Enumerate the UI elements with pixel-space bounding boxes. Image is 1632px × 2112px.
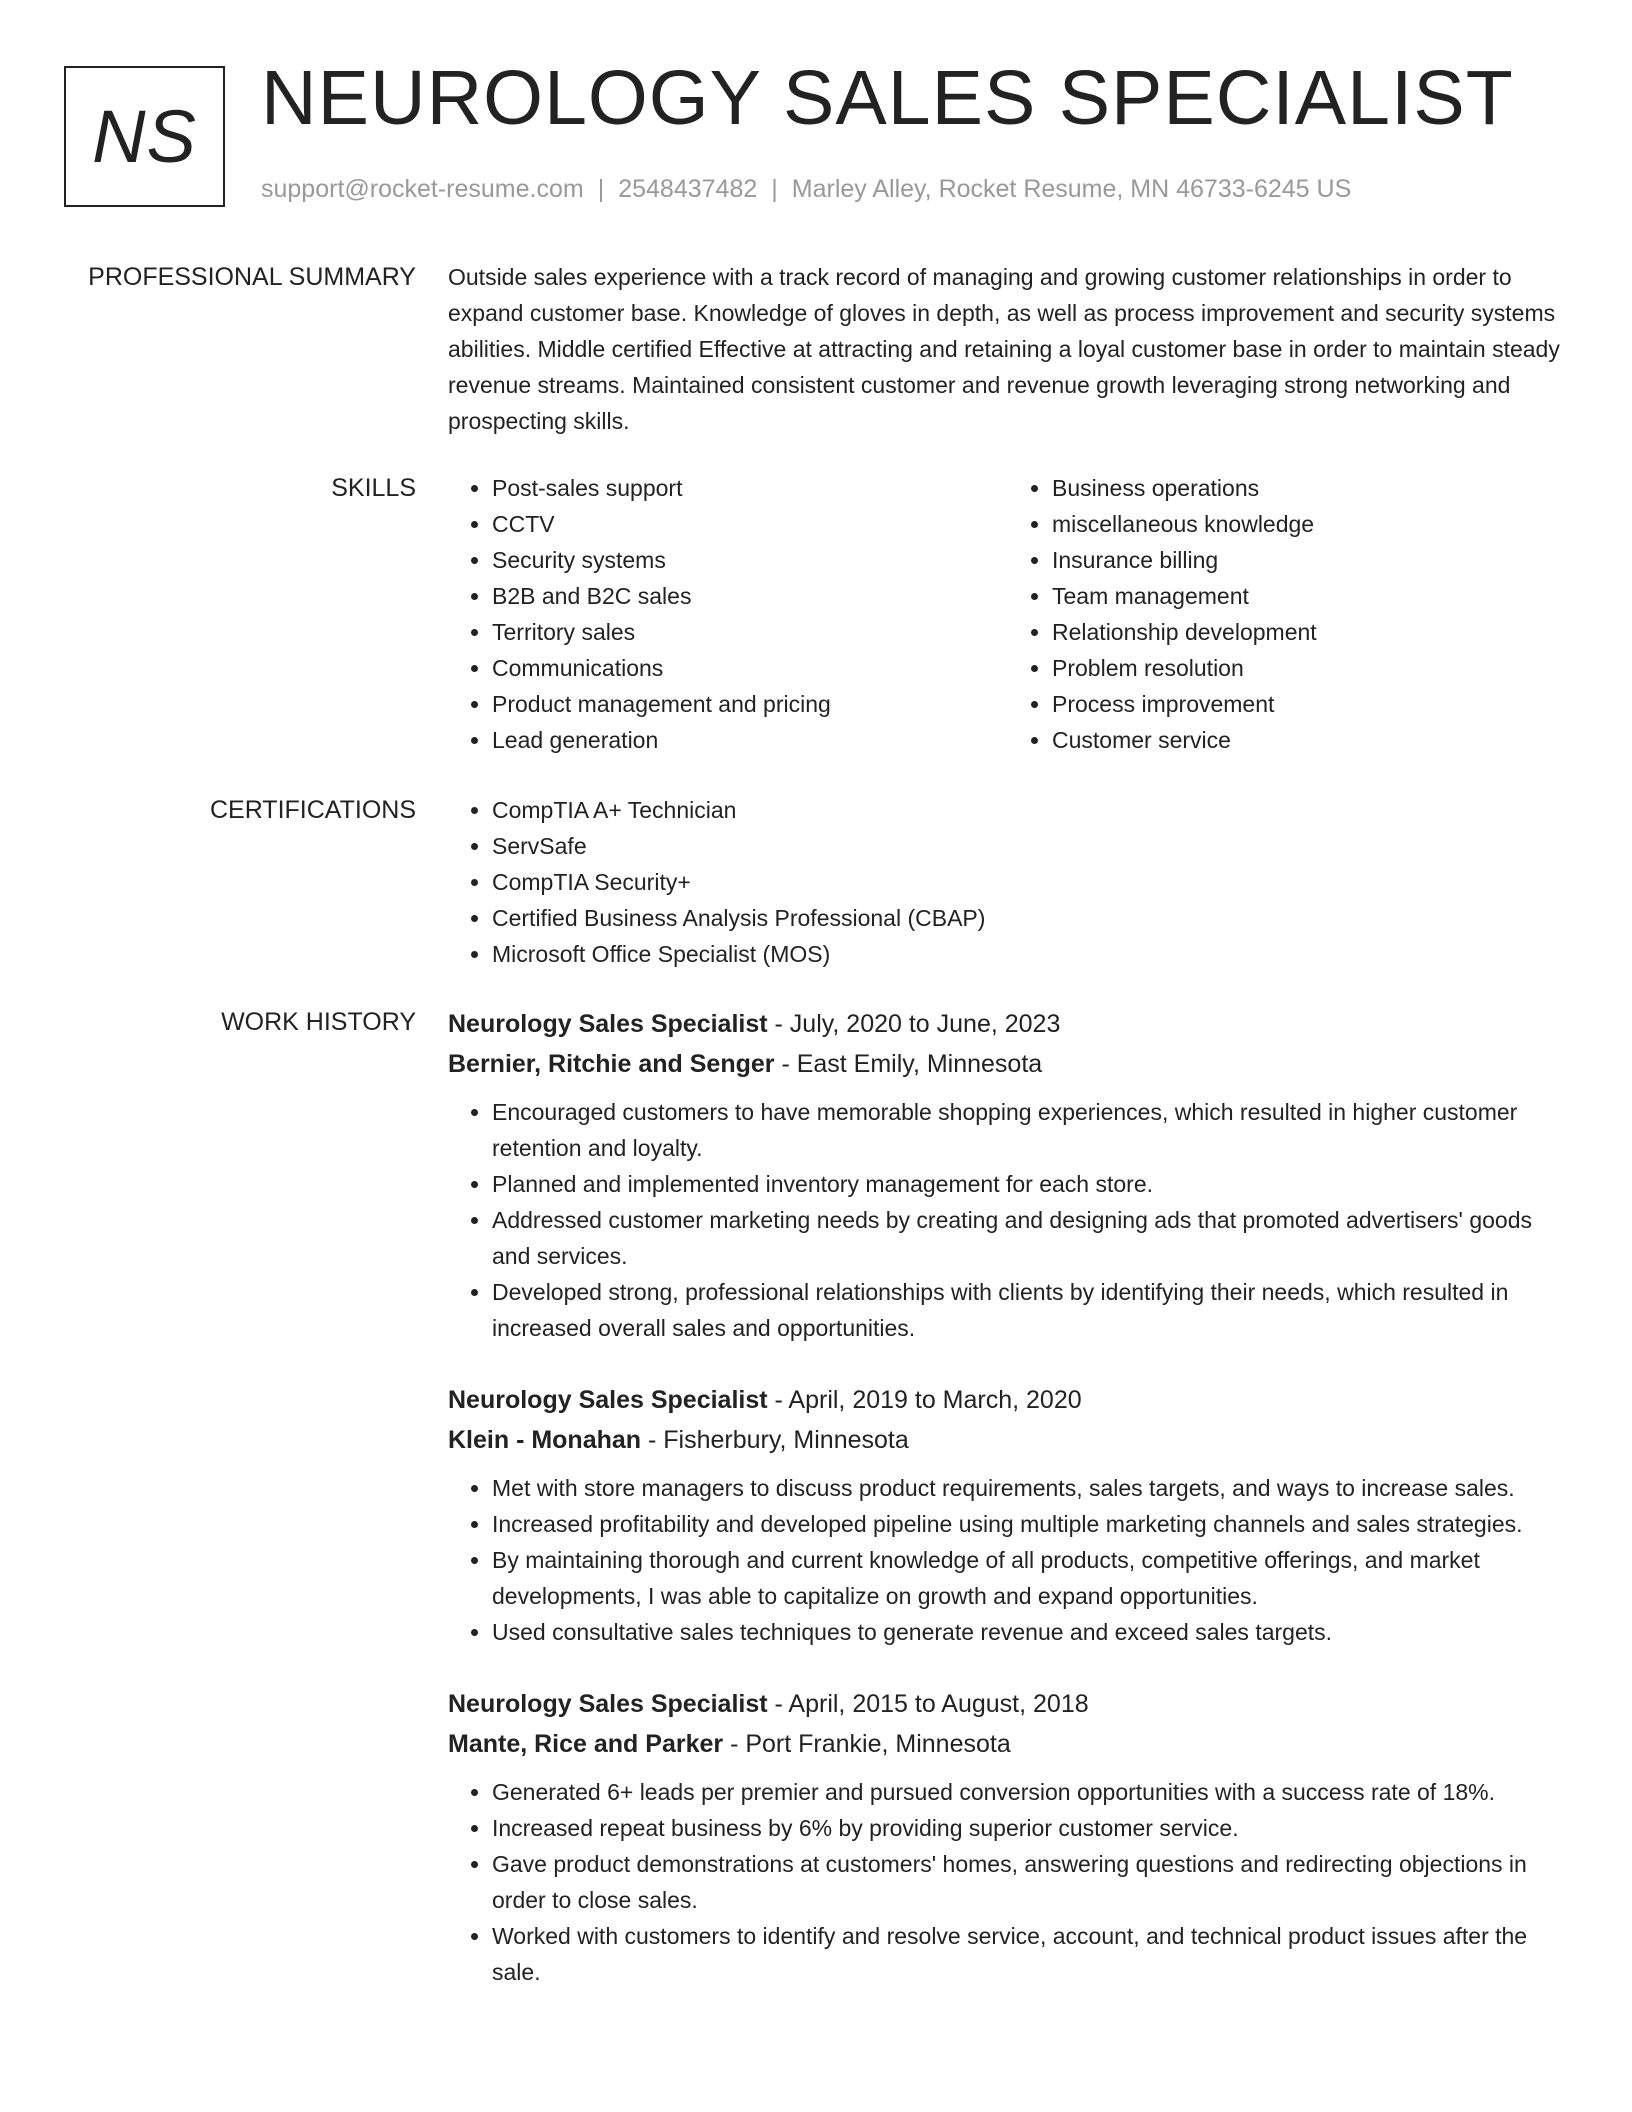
job-company: Bernier, Ritchie and Senger (448, 1050, 775, 1078)
section-label: SKILLS (331, 474, 416, 502)
skills-list-right (1008, 470, 1568, 758)
skill-item: • Lead generation (492, 722, 1008, 758)
job-title: Neurology Sales Specialist (448, 1386, 768, 1414)
contact-separator: | (597, 175, 605, 203)
section-label: WORK HISTORY (221, 1008, 416, 1036)
skill-item: • Customer service (1052, 722, 1568, 758)
skill-item: • Problem resolution (1052, 650, 1568, 686)
skill-item: • Security systems (492, 542, 1008, 578)
job-location: - East Emily, Minnesota (774, 1050, 1043, 1078)
certification-item: • ServSafe (492, 828, 1568, 864)
job-dates: - July, 2020 to June, 2023 (767, 1010, 1061, 1038)
job-bullet: • Used consultative sales techniques to generate revenue and exceed sales targets. (492, 1614, 1568, 1650)
job-bullets (448, 1094, 1568, 1346)
contact-separator: | (771, 175, 778, 203)
job-company: Klein - Monahan (448, 1426, 642, 1454)
certifications-list (448, 792, 1568, 972)
job-bullet: • Planned and implemented inventory management for each store. (492, 1166, 1568, 1202)
section-label: PROFESSIONAL SUMMARY (88, 263, 416, 291)
job-company: Mante, Rice and Parker (448, 1730, 724, 1758)
job-bullet: • Developed strong, professional relationships with clients by identifying their needs, which resulted in increased overall sales and opportunities. (492, 1274, 1568, 1346)
job-dates: - April, 2015 to August, 2018 (767, 1690, 1089, 1718)
job-bullets (448, 1774, 1568, 1990)
job-location: - Fisherbury, Minnesota (641, 1426, 909, 1454)
job-entry (448, 1684, 1568, 1990)
resume-name: NEUROLOGY SALES SPECIALIST (261, 55, 1514, 141)
job-bullet: • Worked with customers to identify and resolve service, account, and technical product issues after the sale. (492, 1918, 1568, 1990)
contact-phone: 2548437482 (618, 175, 758, 203)
skill-item: • Insurance billing (1052, 542, 1568, 578)
contact-line (261, 175, 1351, 204)
skill-item: • Communications (492, 650, 1008, 686)
monogram: NS (64, 66, 225, 207)
skill-item: • Product management and pricing (492, 686, 1008, 722)
skills-list-left (448, 470, 1008, 758)
certification-item: • CompTIA Security+ (492, 864, 1568, 900)
job-dates: - April, 2019 to March, 2020 (767, 1386, 1082, 1414)
skill-item: • miscellaneous knowledge (1052, 506, 1568, 542)
job-bullet: • Increased profitability and developed pipeline using multiple marketing channels and sales strategies. (492, 1506, 1568, 1542)
job-bullet: • Met with store managers to discuss product requirements, sales targets, and ways to increase sales. (492, 1470, 1568, 1506)
certification-item: • CompTIA A+ Technician (492, 792, 1568, 828)
job-title: Neurology Sales Specialist (448, 1690, 768, 1718)
certification-item: • Microsoft Office Specialist (MOS) (492, 936, 1568, 972)
job-bullet: • Generated 6+ leads per premier and pursued conversion opportunities with a success rate of 18%. (492, 1774, 1568, 1810)
summary-text: Outside sales experience with a track record of managing and growing customer relationships in order to expand customer base. Knowledge of gloves in depth, as well as process improvement and security systems abilities. Middle certified Effective at attracting and retaining a loyal customer base in order to maintain steady revenue streams. Maintained consistent customer and revenue growth leveraging strong networking and prospecting skills. (448, 264, 1560, 434)
skill-item: • Post-sales support (492, 470, 1008, 506)
section-label: CERTIFICATIONS (209, 796, 416, 824)
skill-item: • CCTV (492, 506, 1008, 542)
job-entry (448, 1004, 1568, 1346)
job-bullet: • Encouraged customers to have memorable shopping experiences, which resulted in higher customer retention and loyalty. (492, 1094, 1568, 1166)
skill-item: • B2B and B2C sales (492, 578, 1008, 614)
job-title: Neurology Sales Specialist (448, 1010, 768, 1038)
contact-address: Marley Alley, Rocket Resume, MN 46733-6245 US (791, 175, 1352, 203)
job-bullet: • Gave product demonstrations at customers' homes, answering questions and redirecting objections in order to close sales. (492, 1846, 1568, 1918)
job-entry (448, 1380, 1568, 1650)
job-bullet: • By maintaining thorough and current knowledge of all products, competitive offerings, and market developments, I was able to capitalize on growth and expand opportunities. (492, 1542, 1568, 1614)
job-location: - Port Frankie, Minnesota (723, 1730, 1011, 1758)
job-bullet: • Increased repeat business by 6% by providing superior customer service. (492, 1810, 1568, 1846)
skill-item: • Territory sales (492, 614, 1008, 650)
skill-item: • Relationship development (1052, 614, 1568, 650)
skill-item: • Team management (1052, 578, 1568, 614)
certification-item: • Certified Business Analysis Professional (CBAP) (492, 900, 1568, 936)
skill-item: • Business operations (1052, 470, 1568, 506)
skill-item: • Process improvement (1052, 686, 1568, 722)
job-bullets (448, 1470, 1568, 1650)
contact-email: support@rocket-resume.com (261, 175, 584, 203)
job-bullet: • Addressed customer marketing needs by creating and designing ads that promoted advertisers' goods and services. (492, 1202, 1568, 1274)
